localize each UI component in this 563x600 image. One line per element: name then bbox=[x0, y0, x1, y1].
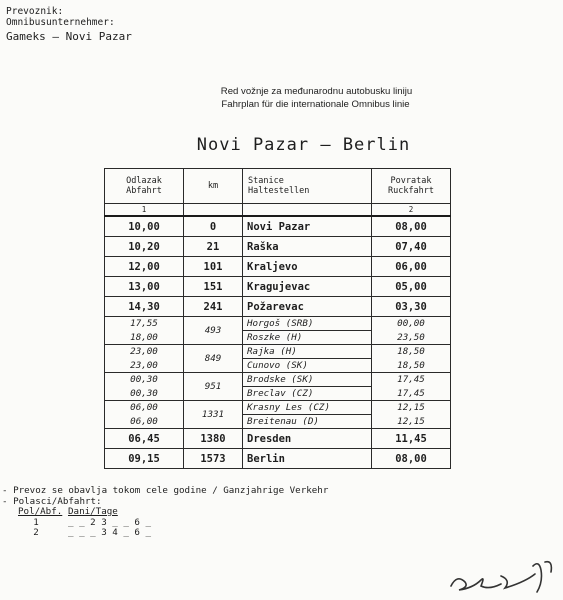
table-row bbox=[105, 449, 451, 469]
distance-km: 493 bbox=[184, 317, 243, 345]
departure-time: 09,15 bbox=[105, 449, 184, 469]
departure-time: 14,30 bbox=[105, 297, 184, 317]
table-row bbox=[105, 415, 451, 429]
departure-time: 06,00 bbox=[105, 415, 184, 429]
station-name: Berlin bbox=[243, 449, 372, 469]
station-name: Raška bbox=[243, 237, 372, 257]
header-stations: Stanice Haltestellen bbox=[243, 169, 372, 204]
departure-time: 00,30 bbox=[105, 373, 184, 387]
table-row bbox=[105, 317, 451, 331]
return-time: 17,45 bbox=[372, 373, 451, 387]
route-title: Novi Pazar – Berlin bbox=[196, 135, 411, 155]
distance-km: 151 bbox=[184, 277, 243, 297]
carrier-label-de: Omnibusunternehmer: bbox=[6, 17, 115, 28]
days-col-dani: Dani/Tage bbox=[68, 506, 118, 517]
days-row-days: _ _ 2 3 _ _ 6 _ bbox=[68, 516, 151, 528]
table-row bbox=[105, 331, 451, 345]
table-row bbox=[105, 345, 451, 359]
distance-km: 241 bbox=[184, 297, 243, 317]
title-block bbox=[0, 85, 563, 111]
return-time: 03,30 bbox=[372, 297, 451, 317]
station-name: Breitenau (D) bbox=[243, 415, 372, 429]
footer-notes bbox=[2, 486, 328, 539]
station-name: Rajka (H) bbox=[243, 345, 372, 359]
title-line-de: Fahrplan für die internationale Omnibus linie bbox=[221, 99, 410, 110]
station-name: Novi Pazar bbox=[243, 216, 372, 237]
return-time: 11,45 bbox=[372, 429, 451, 449]
signature-scribble bbox=[441, 556, 561, 596]
return-time: 06,00 bbox=[372, 257, 451, 277]
station-name: Kraljevo bbox=[243, 257, 372, 277]
return-time: 12,15 bbox=[372, 415, 451, 429]
return-time: 18,50 bbox=[372, 345, 451, 359]
distance-km: 1573 bbox=[184, 449, 243, 469]
days-col-pol: Pol/Abf. bbox=[18, 506, 63, 517]
carrier-label-sr: Prevoznik: bbox=[6, 6, 64, 17]
departure-time: 18,00 bbox=[105, 331, 184, 345]
days-row bbox=[18, 528, 328, 539]
days-row-days: _ _ _ 3 4 _ 6 _ bbox=[68, 527, 151, 538]
return-time: 08,00 bbox=[372, 449, 451, 469]
table-row bbox=[105, 216, 451, 237]
header-km: km bbox=[184, 169, 243, 204]
departure-time: 12,00 bbox=[105, 257, 184, 277]
header-dep-number: 1 bbox=[105, 204, 184, 217]
station-name: Krasny Les (CZ) bbox=[243, 401, 372, 415]
days-row-number: 1 bbox=[33, 516, 39, 528]
distance-km: 849 bbox=[184, 345, 243, 373]
table-row bbox=[105, 297, 451, 317]
schedule-table bbox=[104, 168, 451, 469]
table-row bbox=[105, 387, 451, 401]
carrier-block bbox=[6, 6, 132, 42]
table-row bbox=[105, 257, 451, 277]
header-ret-number: 2 bbox=[372, 204, 451, 217]
station-name: Brodske (SK) bbox=[243, 373, 372, 387]
departure-time: 23,00 bbox=[105, 359, 184, 373]
table-header-row bbox=[105, 169, 451, 204]
return-time: 08,00 bbox=[372, 216, 451, 237]
header-km-blank bbox=[184, 204, 243, 217]
station-name: Dresden bbox=[243, 429, 372, 449]
departure-time: 17,55 bbox=[105, 317, 184, 331]
table-row bbox=[105, 277, 451, 297]
days-row bbox=[18, 518, 328, 529]
table-row bbox=[105, 237, 451, 257]
departure-time: 23,00 bbox=[105, 345, 184, 359]
table-row bbox=[105, 359, 451, 373]
return-time: 18,50 bbox=[372, 359, 451, 373]
departure-time: 00,30 bbox=[105, 387, 184, 401]
footer-line-operation: - Prevoz se obavlja tokom cele godine / Ganzjahrige Verkehr bbox=[2, 485, 329, 496]
table-row bbox=[105, 429, 451, 449]
title-line-sr: Red vožnje za međunarodnu autobusku liniju bbox=[220, 86, 413, 97]
departure-time: 06,00 bbox=[105, 401, 184, 415]
return-time: 23,50 bbox=[372, 331, 451, 345]
return-time: 05,00 bbox=[372, 277, 451, 297]
return-time: 00,00 bbox=[372, 317, 451, 331]
station-name: Breclav (CZ) bbox=[243, 387, 372, 401]
return-time: 17,45 bbox=[372, 387, 451, 401]
return-time: 12,15 bbox=[372, 401, 451, 415]
distance-km: 0 bbox=[184, 216, 243, 237]
station-name: Horgoš (SRB) bbox=[243, 317, 372, 331]
departure-time: 10,00 bbox=[105, 216, 184, 237]
header-return: Povratak Ruckfahrt bbox=[372, 169, 451, 204]
header-departure: Odlazak Abfahrt bbox=[105, 169, 184, 204]
days-row-number: 2 bbox=[33, 527, 39, 538]
departure-time: 06,45 bbox=[105, 429, 184, 449]
table-row bbox=[105, 373, 451, 387]
departure-time: 10,20 bbox=[105, 237, 184, 257]
carrier-name: Gameks – Novi Pazar bbox=[6, 30, 132, 43]
days-table bbox=[18, 507, 328, 539]
header-st-blank bbox=[243, 204, 372, 217]
distance-km: 21 bbox=[184, 237, 243, 257]
station-name: Požarevac bbox=[243, 297, 372, 317]
distance-km: 951 bbox=[184, 373, 243, 401]
distance-km: 1331 bbox=[184, 401, 243, 429]
station-name: Cunovo (SK) bbox=[243, 359, 372, 373]
footer-line-departures: - Polasci/Abfahrt: bbox=[2, 495, 102, 507]
distance-km: 101 bbox=[184, 257, 243, 277]
return-time: 07,40 bbox=[372, 237, 451, 257]
departure-time: 13,00 bbox=[105, 277, 184, 297]
table-row bbox=[105, 401, 451, 415]
distance-km: 1380 bbox=[184, 429, 243, 449]
table-number-row bbox=[105, 204, 451, 217]
station-name: Roszke (H) bbox=[243, 331, 372, 345]
station-name: Kragujevac bbox=[243, 277, 372, 297]
